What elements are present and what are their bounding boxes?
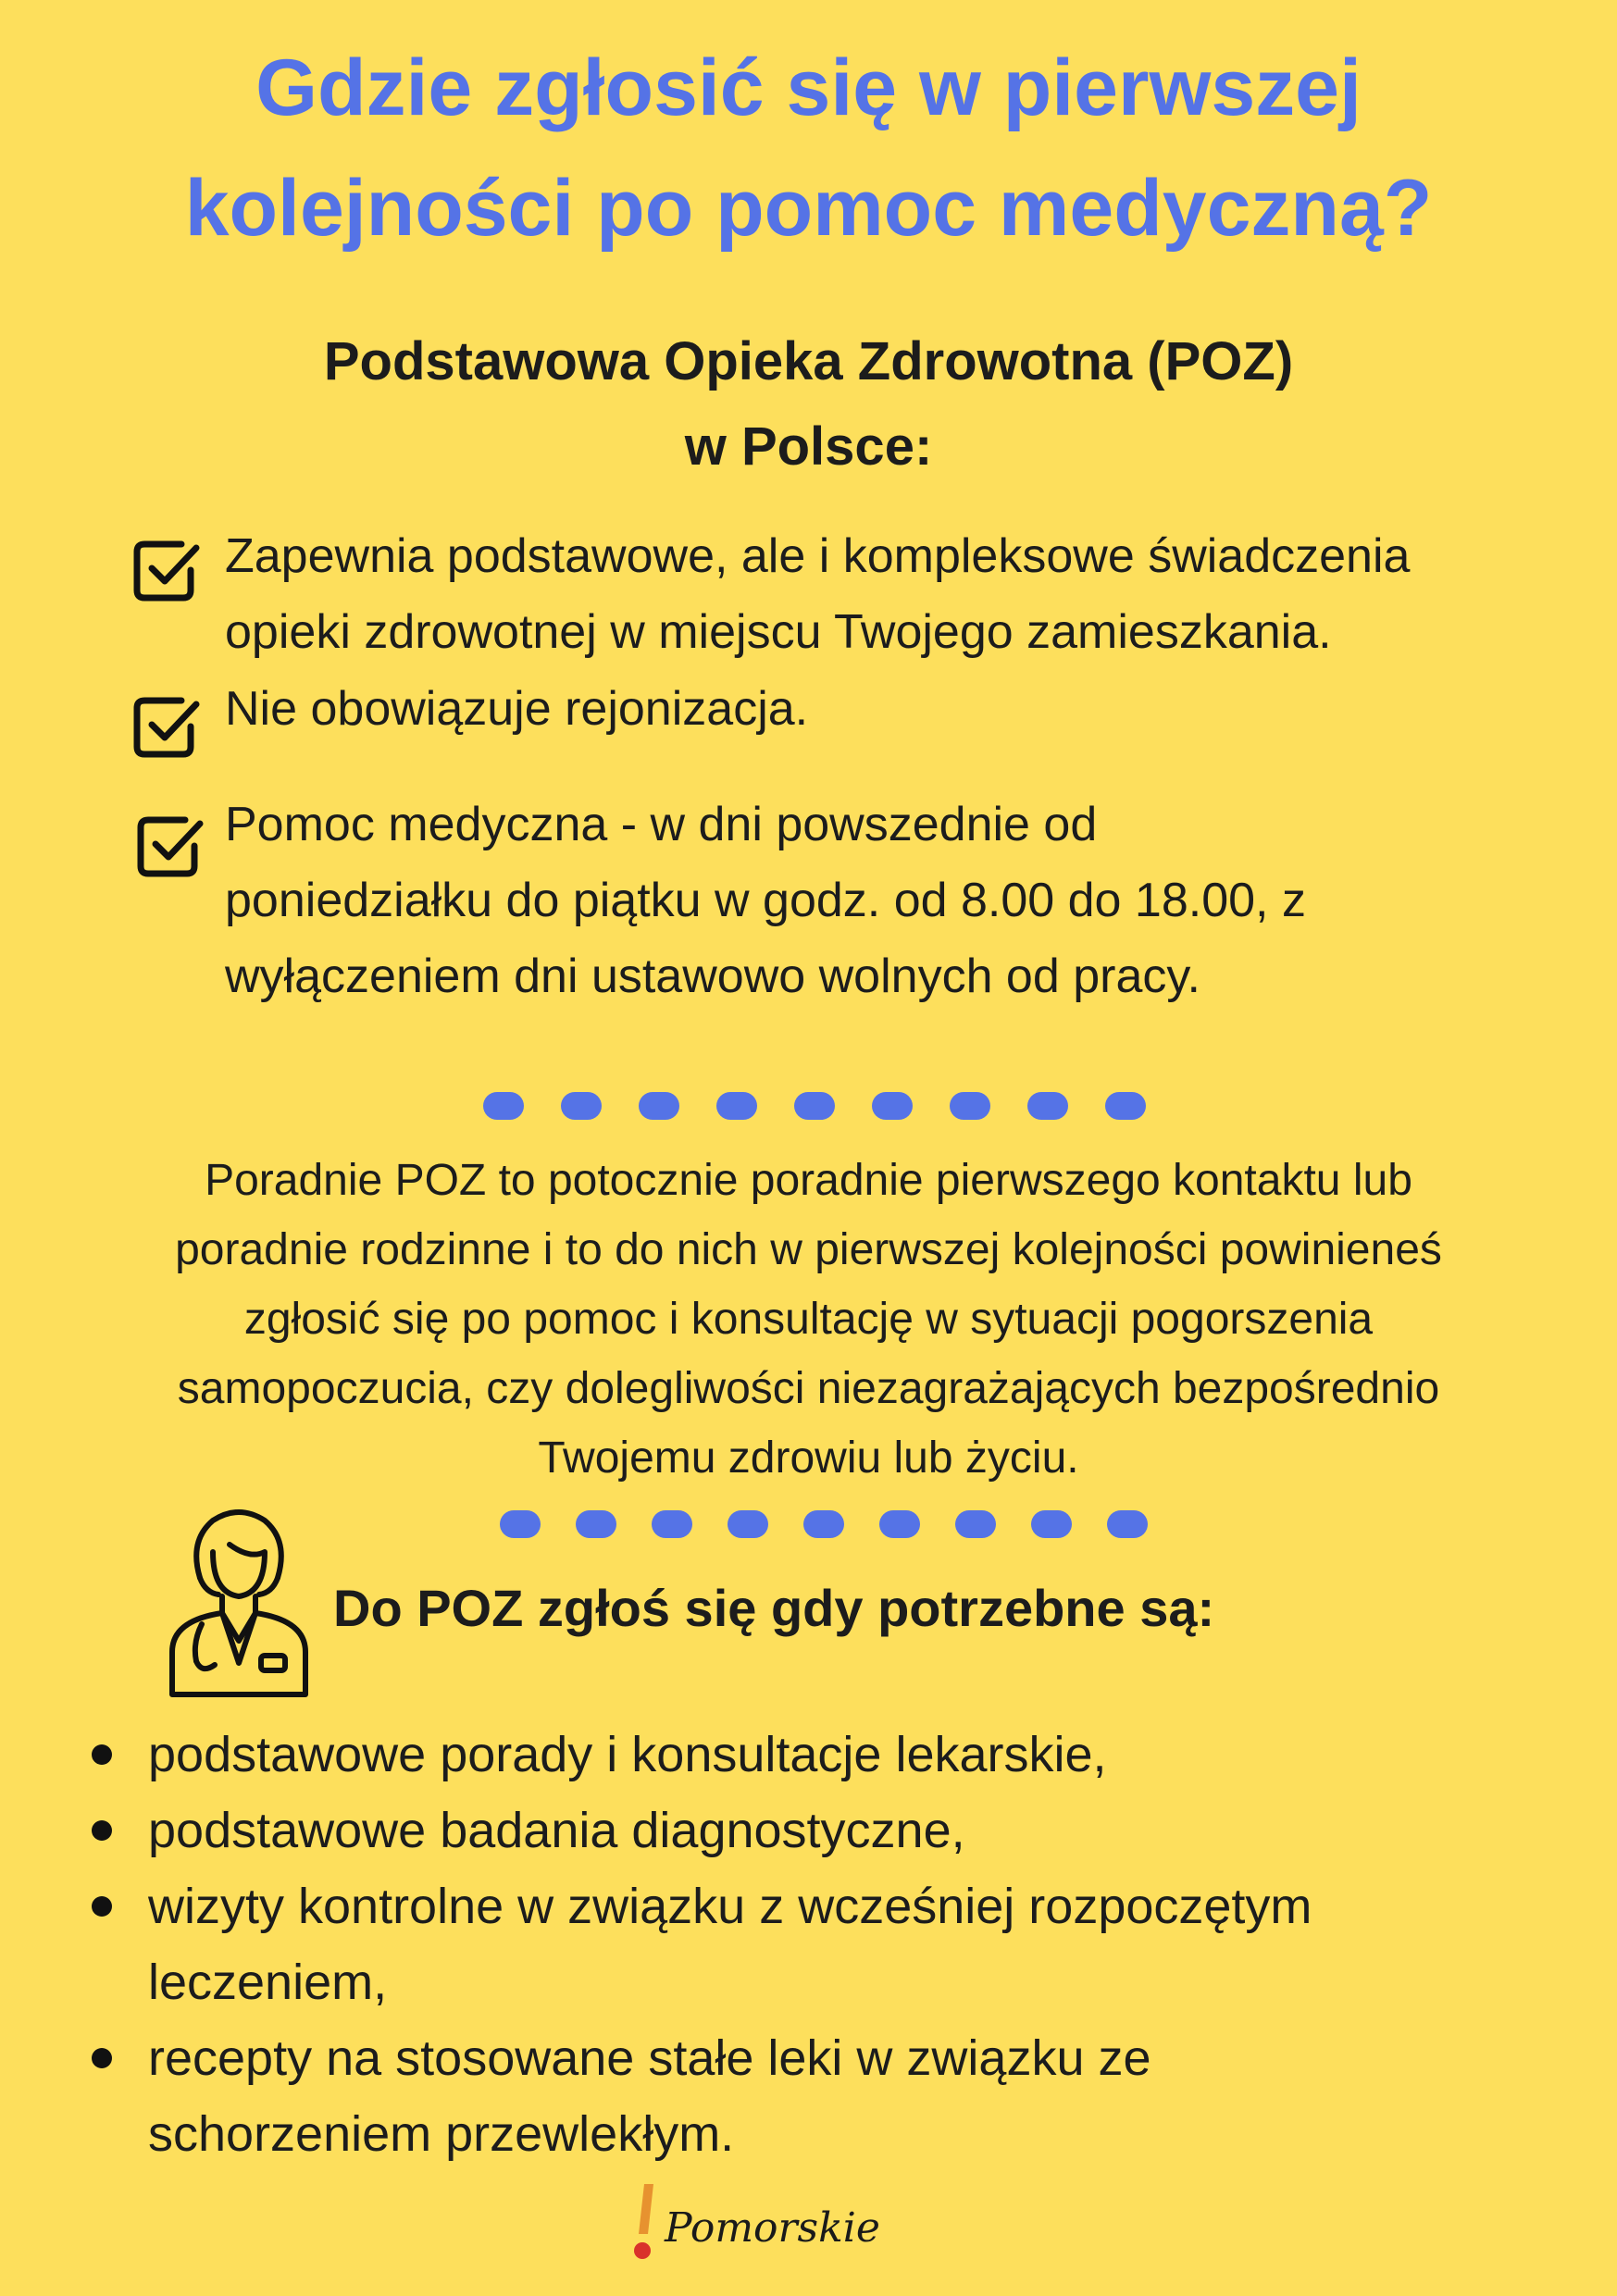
list-item-line: leczeniem,	[148, 1955, 388, 2010]
list-item	[148, 1717, 1536, 1793]
doctor-icon	[165, 1504, 313, 1698]
checklist-item-text	[225, 518, 1567, 670]
bullet-icon	[92, 1744, 112, 1765]
bullet-icon	[92, 2048, 112, 2068]
list-item	[148, 1793, 1536, 1868]
logo-text: Pomorskie	[665, 2204, 880, 2252]
subtitle-line: Podstawowa Opieka Zdrowotna (POZ)	[323, 331, 1294, 391]
dotted-divider	[500, 1510, 1148, 1538]
dotted-divider	[483, 1092, 1131, 1120]
checkbox-check-icon	[133, 807, 207, 881]
list-item	[148, 1868, 1536, 2020]
subtitle-line: w Polsce:	[684, 416, 933, 477]
checklist-line: wyłączeniem dni ustawowo wolnych od pracy.	[225, 949, 1200, 1003]
checklist-line: poniedziałku do piątku w godz. od 8.00 do 18.00, z	[225, 874, 1306, 927]
list-item-line: recepty na stosowane stałe leki w związku ze	[148, 2030, 1151, 2086]
checklist-line: Zapewnia podstawowe, ale i kompleksowe świadczenia	[225, 529, 1411, 583]
checkbox-check-icon	[130, 688, 204, 762]
list-item-line: schorzeniem przewlekłym.	[148, 2106, 735, 2162]
page-title	[0, 28, 1617, 268]
checklist-line: Pomoc medyczna - w dni powszednie od	[225, 798, 1098, 851]
requirements-heading: Do POZ zgłoś się gdy potrzebne są:	[333, 1579, 1215, 1637]
list-item	[148, 2020, 1536, 2172]
paragraph-line: Poradnie POZ to potocznie poradnie pierwszego kontaktu lub	[205, 1156, 1412, 1205]
checklist-line: Nie obowiązuje rejonizacja.	[225, 682, 809, 736]
checklist-item-text	[225, 787, 1567, 1014]
paragraph-line: Twojemu zdrowiu lub życiu.	[538, 1433, 1079, 1483]
section-subtitle	[0, 319, 1617, 490]
checkbox-check-icon	[130, 531, 204, 605]
paragraph-line: poradnie rodzinne i to do nich w pierwszej kolejności powinieneś	[175, 1225, 1442, 1274]
page-title-line: Gdzie zgłosić się w pierwszej	[255, 43, 1362, 132]
pomorskie-logo	[626, 2177, 903, 2269]
paragraph-line: zgłosić się po pomoc i konsultację w sytuacji pogorszenia	[243, 1295, 1374, 1344]
bullet-icon	[92, 1896, 112, 1917]
checklist-line: opieki zdrowotnej w miejscu Twojego zamieszkania.	[225, 605, 1332, 659]
page-title-line: kolejności po pomoc medyczną?	[184, 164, 1433, 253]
bullet-icon	[92, 1820, 112, 1841]
paragraph-line: samopoczucia, czy dolegliwości niezagrażających bezpośrednio	[177, 1364, 1440, 1413]
checklist-item-text	[225, 671, 1567, 747]
list-item-line: wizyty kontrolne w związku z wcześniej rozpoczętym	[148, 1879, 1312, 1934]
info-paragraph	[0, 1146, 1617, 1493]
list-item-line: podstawowe badania diagnostyczne,	[148, 1803, 965, 1858]
list-item-line: podstawowe porady i konsultacje lekarskie,	[148, 1727, 1107, 1782]
